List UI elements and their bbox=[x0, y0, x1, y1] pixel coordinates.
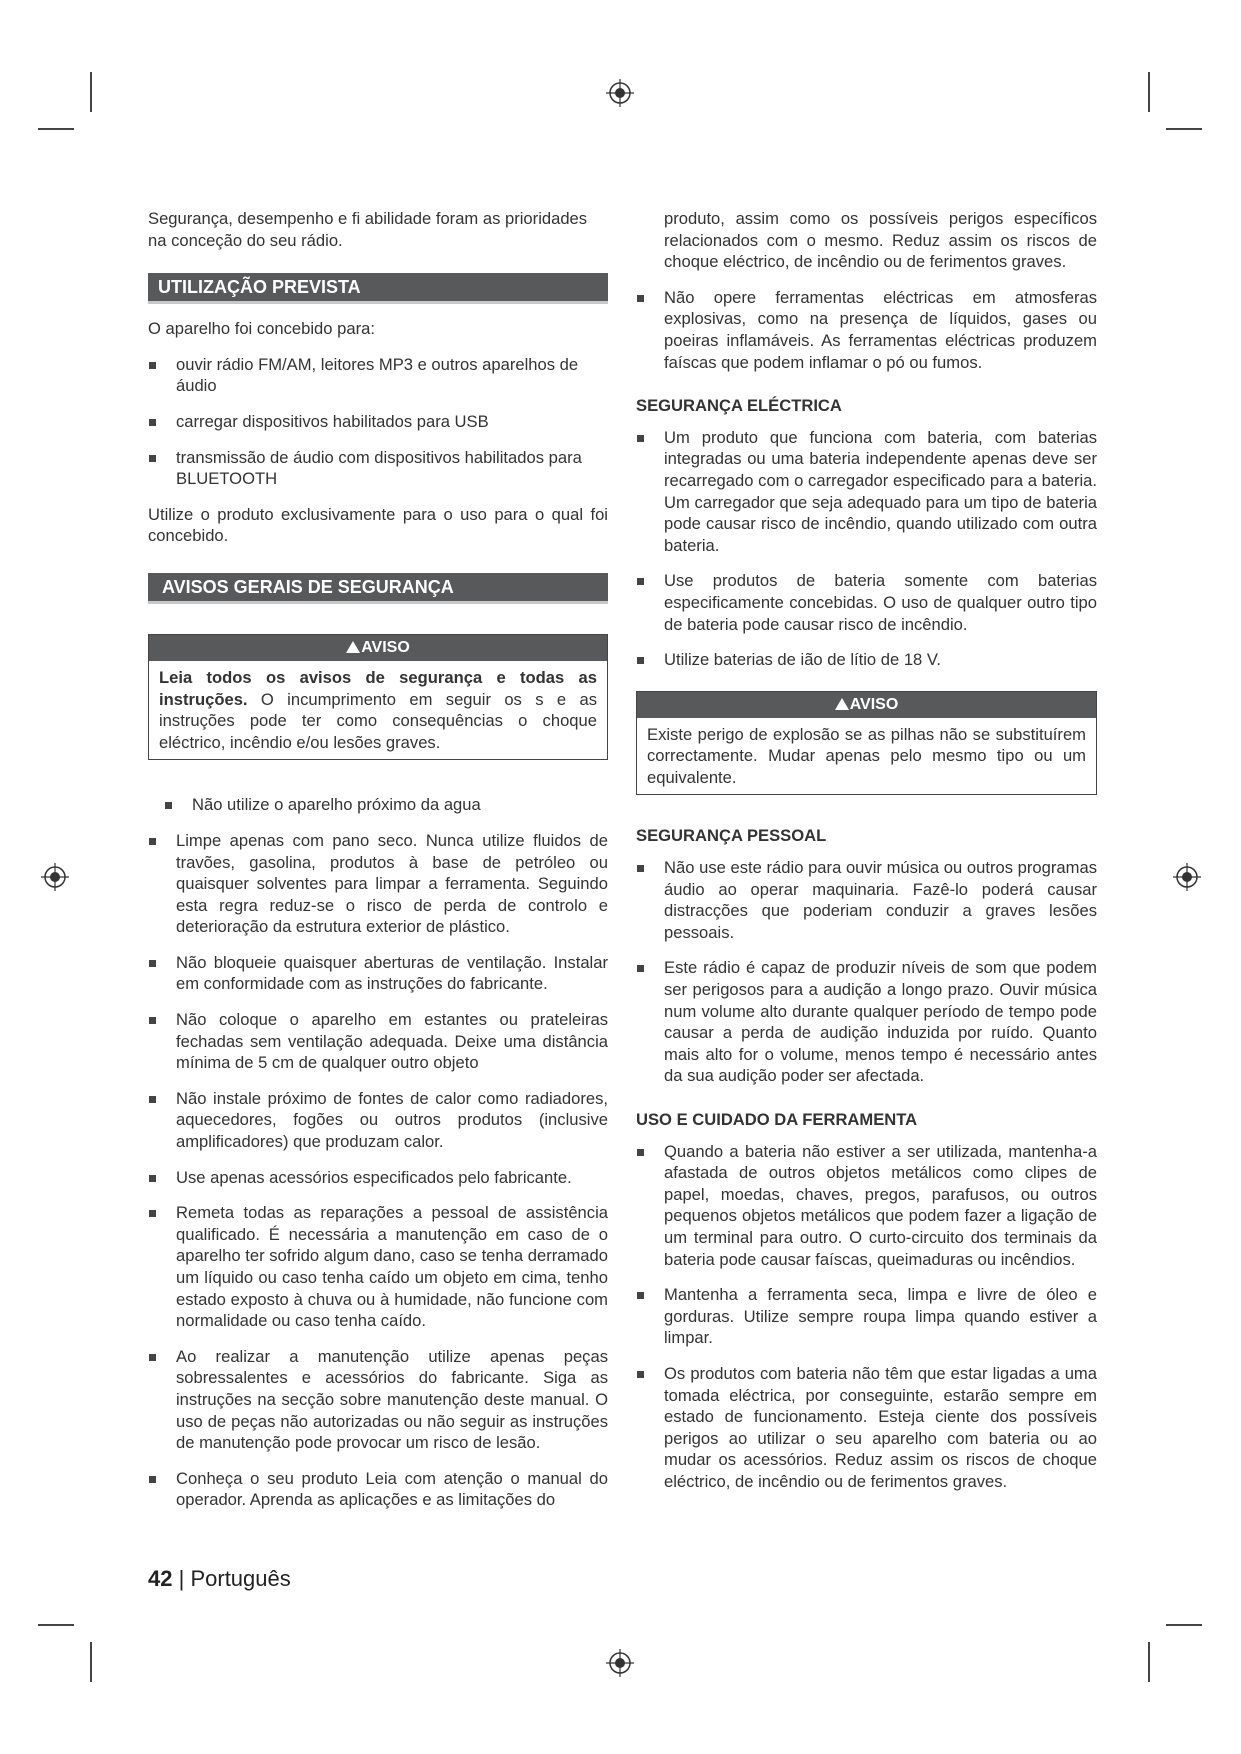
list-item: ouvir rádio FM/AM, leitores MP3 e outros aparelhos de áudio bbox=[148, 354, 608, 397]
list-item: Não opere ferramentas eléctricas em atmosferas explosivas, como na presença de líquidos, gases ou poeiras inflamáveis. As ferramentas eléctricas produzem faíscas que podem inflamar o pó ou fumos. bbox=[636, 287, 1097, 373]
crop-mark bbox=[90, 72, 92, 112]
warning-triangle-icon bbox=[346, 641, 360, 653]
registration-mark-icon bbox=[40, 862, 70, 892]
warning-box bbox=[148, 634, 608, 760]
intended-use-list bbox=[148, 354, 608, 490]
list-item: Não bloqueie quaisquer aberturas de ventilação. Instalar em conformidade com as instruções do fabricante. bbox=[148, 952, 608, 995]
registration-mark-icon bbox=[1172, 862, 1202, 892]
list-item: Os produtos com bateria não têm que estar ligadas a uma tomada eléctrica, por conseguinte, estarão sempre em estado de funcionamento. Esteja ciente dos possíveis perigos ao utilizar o seu aparelho com bateria ou ao mudar os acessórios. Reduz assim os riscos de choque eléctrico, de incêndio ou de ferimentos graves. bbox=[636, 1363, 1097, 1493]
list-item: Não coloque o aparelho em estantes ou prateleiras fechadas sem ventilação adequada. Deixe uma distância mínima de 5 cm de qualquer outro objeto bbox=[148, 1009, 608, 1074]
general-warnings-list bbox=[148, 794, 608, 1511]
warning-body bbox=[149, 661, 607, 759]
list-item: Este rádio é capaz de produzir níveis de som que podem ser perigosos para a audição a longo prazo. Ouvir música num volume alto durante qualquer período de tempo pode causar a perda de audição induzida por ruído. Quanto mais alto for o volume, menos tempo é necessário antes da sua audição poder ser afectada. bbox=[636, 957, 1097, 1087]
crop-mark bbox=[1166, 1624, 1202, 1626]
page-footer bbox=[148, 1566, 291, 1592]
intro-paragraph: Segurança, desempenho e fi abilidade foram as prioridades na conceção do seu rádio. bbox=[148, 209, 588, 250]
list-item: Utilize baterias de ião de lítio de 18 V. bbox=[636, 649, 1097, 671]
personal-safety-list bbox=[636, 857, 1097, 1087]
warning-body: Existe perigo de explosão se as pilhas não se substituírem correctamente. Mudar apenas pelo mesmo tipo ou um equivalente. bbox=[647, 724, 1086, 787]
list-item: Remeta todas as reparações a pessoal de assistência qualificado. É necessária a manutenção em caso de o aparelho ter sofrido algum dano, caso se tenha derramado um líquido ou caso tenha caído um objeto em cima, tenho estado exposto à chuva ou à humidade, não funcione com normalidade ou caso tenha caído. bbox=[148, 1202, 608, 1332]
list-item: Limpe apenas com pano seco. Nunca utilize fluidos de travões, gasolina, produtos à base de petróleo ou quaisquer solventes para limpar a ferramenta. Seguindo esta regra reduz-se o risco de perda de controlo e deterioração da estrutura exterior de plástico. bbox=[148, 830, 608, 938]
list-item: Conheça o seu produto Leia com atenção o manual do operador. Aprenda as aplicações e as limitações do bbox=[148, 1468, 608, 1511]
crop-mark bbox=[1148, 72, 1150, 112]
tool-care-list bbox=[636, 1141, 1097, 1493]
crop-mark bbox=[38, 128, 74, 130]
list-item: transmissão de áudio com dispositivos habilitados para BLUETOOTH bbox=[148, 447, 608, 490]
atmosphere-list bbox=[636, 287, 1097, 373]
list-item: Quando a bateria não estiver a ser utilizada, mantenha-a afastada de outros objetos metálicos como clipes de papel, moedas, chaves, pregos, parafusos, ou outros pequenos objetos metálicos que podem fazer a ligação de um terminal para outro. O curto-circuito dos terminais da bateria pode causar faíscas, queimaduras ou incêndios. bbox=[636, 1141, 1097, 1271]
continuation-paragraph: produto, assim como os possíveis perigos específicos relacionados com o mesmo. Reduz assim os riscos de choque eléctrico, de incêndio ou de ferimentos graves. bbox=[664, 209, 1097, 272]
crop-mark bbox=[1166, 128, 1202, 130]
intended-use-lead: O aparelho foi concebido para: bbox=[148, 319, 375, 339]
warning-text: O incumprimento em seguir os s e as instruções pode ter como consequências o choque eléctrico, incêndio e/ou lesões graves. bbox=[159, 689, 597, 752]
list-item: carregar dispositivos habilitados para USB bbox=[148, 411, 608, 433]
section-title-tool-care: USO E CUIDADO DA FERRAMENTA bbox=[636, 1110, 918, 1129]
warning-triangle-icon bbox=[835, 698, 849, 710]
registration-mark-icon bbox=[605, 1648, 635, 1678]
crop-mark bbox=[90, 1642, 92, 1682]
warning-header bbox=[149, 635, 607, 661]
list-item: Ao realizar a manutenção utilize apenas peças sobressalentes e acessórios do fabricante. Siga as instruções na secção sobre manutenção deste manual. O uso de peças não autorizadas ou não seguir as instruções de manutenção pode provocar um risco de lesão. bbox=[148, 1346, 608, 1454]
section-title-personal-safety: SEGURANÇA PESSOAL bbox=[636, 826, 827, 846]
electrical-safety-list bbox=[636, 427, 1097, 671]
section-title-general-warnings: AVISOS GERAIS DE SEGURANÇA bbox=[148, 573, 608, 604]
list-item: Mantenha a ferramenta seca, limpa e livre de óleo e gorduras. Utilize sempre roupa limpa quando estiver a limpar. bbox=[636, 1284, 1097, 1349]
warning-label: AVISO bbox=[361, 638, 410, 656]
list-item: Não utilize o aparelho próximo da agua bbox=[164, 794, 608, 816]
warning-header bbox=[637, 692, 1096, 718]
list-item: Um produto que funciona com bateria, com baterias integradas ou uma bateria independente apenas deve ser recarregado com o carregador especificado para a bateria. Um carregador que seja adequado para um tipo de bateria pode causar risco de incêndio, quando utilizado com outra bateria. bbox=[636, 427, 1097, 557]
warning-bold-text: Leia todos os avisos de segurança e todas as instruções. bbox=[159, 667, 597, 709]
battery-warning-box bbox=[636, 691, 1097, 796]
section-title-electrical-safety: SEGURANÇA ELÉCTRICA bbox=[636, 396, 842, 416]
crop-mark bbox=[1148, 1642, 1150, 1682]
footer-language: Português bbox=[190, 1566, 291, 1591]
intended-use-closing: Utilize o produto exclusivamente para o uso para o qual foi concebido. bbox=[148, 504, 608, 546]
left-column bbox=[148, 208, 608, 1525]
section-title-intended-use: UTILIZAÇÃO PREVISTA bbox=[148, 273, 608, 304]
warning-label: AVISO bbox=[849, 695, 899, 713]
list-item: Não use este rádio para ouvir música ou outros programas áudio ao operar maquinaria. Fazê-lo poderá causar distracções que poderiam conduzir a graves lesões pessoais. bbox=[636, 857, 1097, 943]
list-item: Não instale próximo de fontes de calor como radiadores, aquecedores, fogões ou outros produtos (inclusive amplificadores) que produzam calor. bbox=[148, 1088, 608, 1153]
list-item: Use produtos de bateria somente com baterias especificamente concebidas. O uso de qualquer outro tipo de bateria pode causar risco de incêndio. bbox=[636, 570, 1097, 635]
registration-mark-icon bbox=[605, 78, 635, 108]
right-column bbox=[636, 208, 1097, 1507]
page-number: 42 bbox=[148, 1566, 173, 1591]
list-item: Use apenas acessórios especificados pelo fabricante. bbox=[148, 1167, 608, 1189]
footer-separator: | bbox=[178, 1566, 185, 1591]
crop-mark bbox=[38, 1624, 74, 1626]
